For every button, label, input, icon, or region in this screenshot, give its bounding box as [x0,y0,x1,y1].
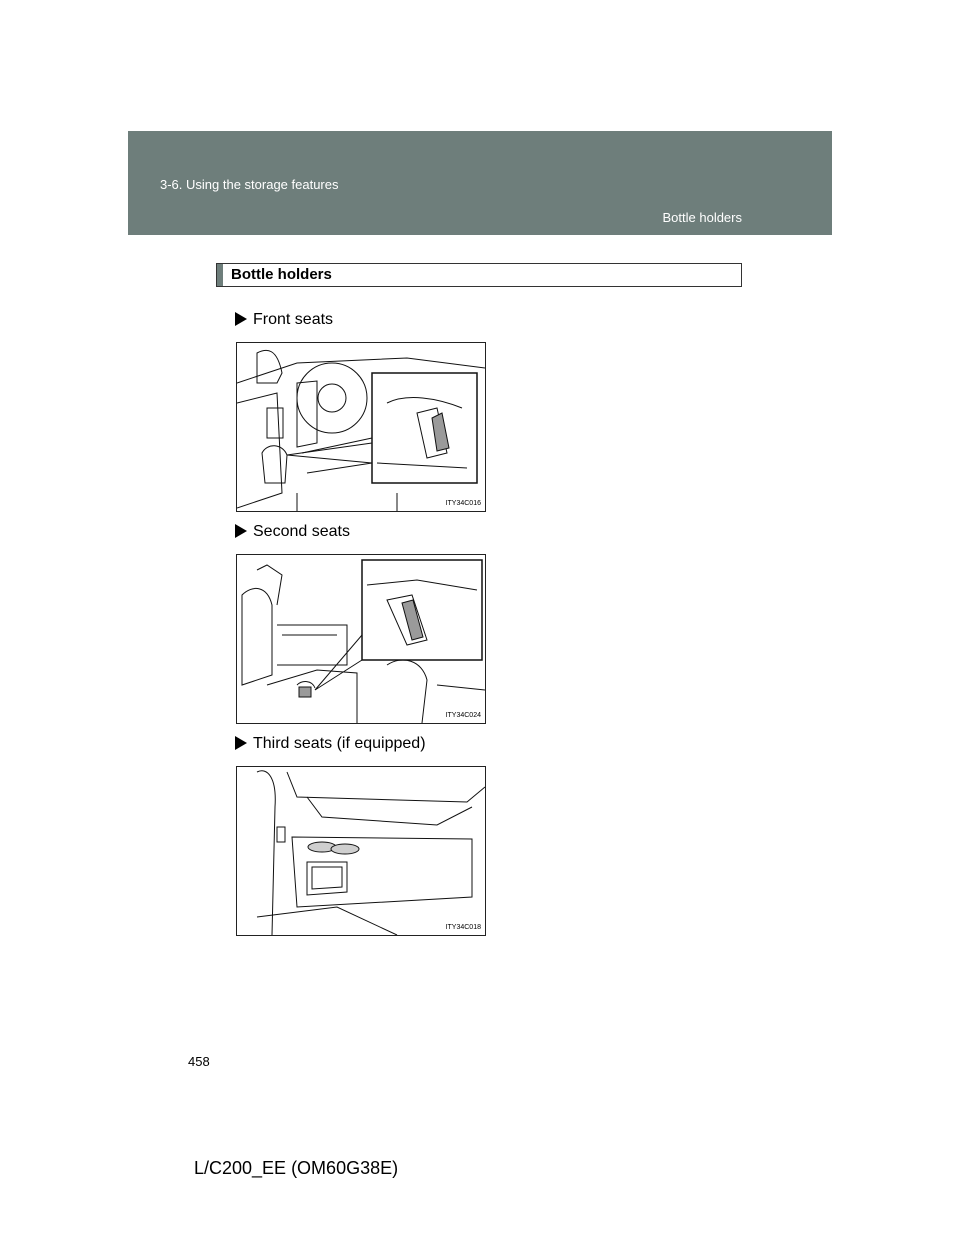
subhead-second-seats [235,523,350,541]
third-seat-bottle-holder-illustration [237,767,485,935]
front-seats-figure [236,342,486,512]
section-title: Bottle holders [231,266,332,283]
triangle-bullet-icon [235,736,247,750]
subhead-third-seats-label: Third seats (if equipped) [253,735,426,752]
figure-code: ITY34C018 [445,924,481,931]
section-title-box [216,263,742,287]
front-seat-bottle-holder-illustration [237,343,485,511]
subhead-front-seats-label: Front seats [253,311,334,328]
header-section-title: 3-6. Using the storage features [160,177,339,192]
footer-manual-code: L/C200_EE (OM60G38E) [194,1158,399,1178]
page-number: 458 [188,1054,210,1069]
header-topic-title: Bottle holders [662,210,742,225]
triangle-bullet-icon [235,524,247,538]
figure-code: ITY34C024 [445,712,481,719]
section-title-accent [217,264,223,286]
subhead-second-seats-label: Second seats [253,523,350,540]
third-seats-figure [236,766,486,936]
triangle-bullet-icon [235,312,247,326]
header-band [128,131,832,235]
subhead-front-seats [235,311,333,329]
subhead-third-seats [235,735,426,753]
second-seats-figure [236,554,486,724]
figure-code: ITY34C016 [445,500,481,507]
second-seat-bottle-holder-illustration [237,555,485,723]
